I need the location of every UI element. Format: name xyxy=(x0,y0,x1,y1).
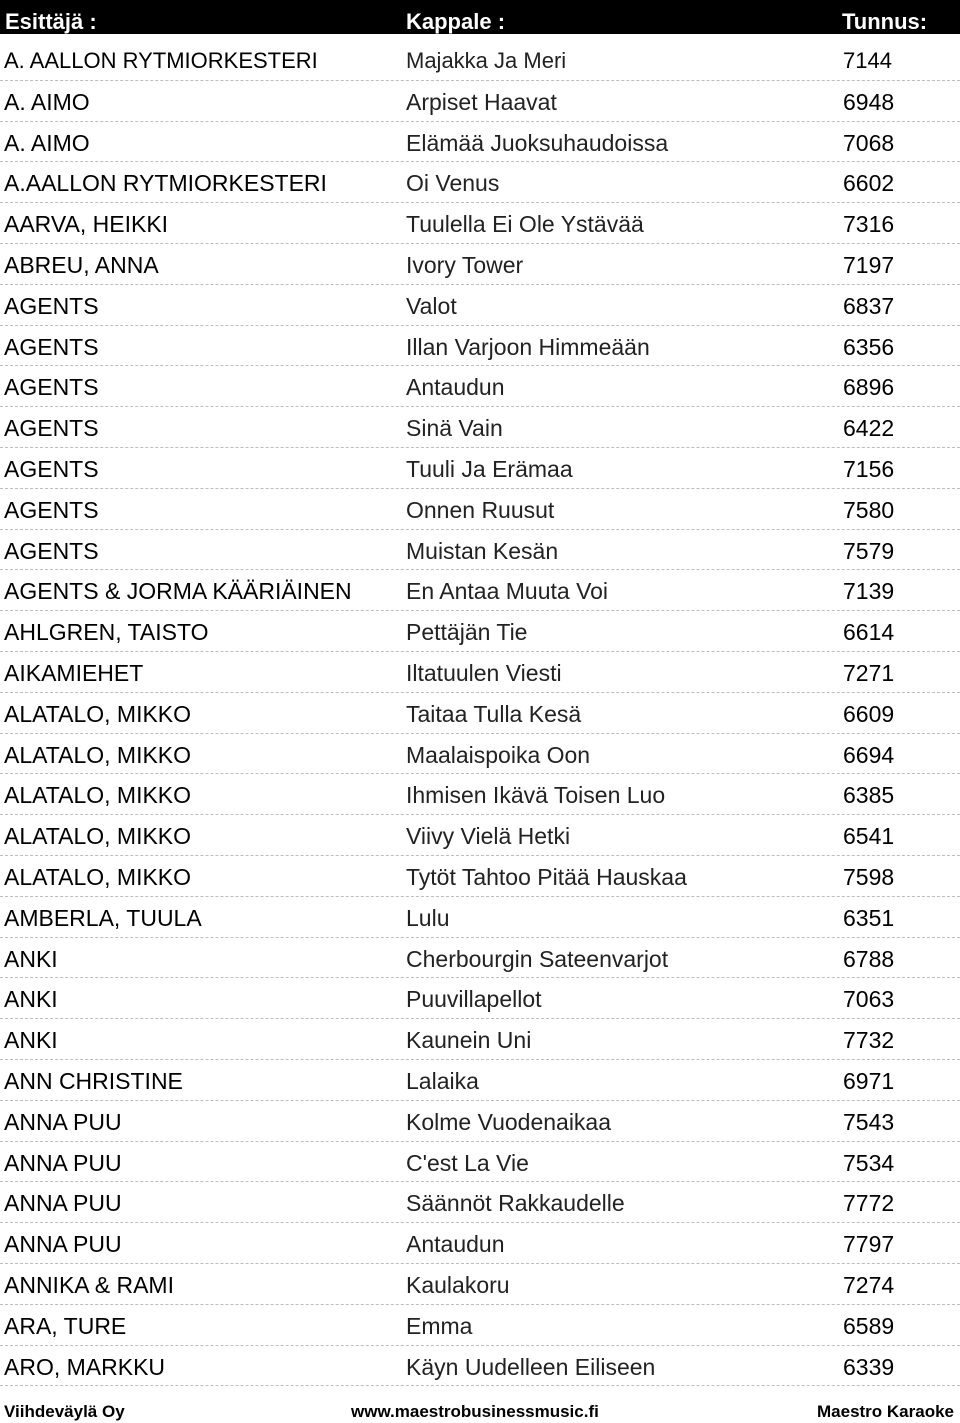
code-cell: 7772 xyxy=(843,1190,895,1217)
code-cell: 6971 xyxy=(843,1067,895,1094)
code-cell: 7579 xyxy=(843,537,895,564)
table-row xyxy=(0,1142,960,1183)
song-cell: Emma xyxy=(406,1312,473,1339)
artist-cell: AHLGREN, TAISTO xyxy=(4,619,209,646)
artist-cell: AGENTS xyxy=(4,537,99,564)
song-cell: Puuvillapellot xyxy=(406,986,542,1013)
code-cell: 6351 xyxy=(843,904,895,931)
artist-cell: A. AIMO xyxy=(4,129,90,156)
code-cell: 6614 xyxy=(843,619,895,646)
song-cell: Sinä Vain xyxy=(406,415,503,442)
song-cell: Tuuli Ja Erämaa xyxy=(406,455,573,482)
song-cell: Säännöt Rakkaudelle xyxy=(406,1190,625,1217)
artist-cell: AGENTS xyxy=(4,374,99,401)
table-row xyxy=(0,938,960,979)
song-cell: Käyn Uudelleen Eiliseen xyxy=(406,1353,656,1380)
table-row xyxy=(0,366,960,407)
table-row xyxy=(0,448,960,489)
artist-cell: AIKAMIEHET xyxy=(4,659,144,686)
table-row xyxy=(0,774,960,815)
artist-column-header: Esittäjä : xyxy=(5,9,97,34)
song-cell: Kolme Vuodenaikaa xyxy=(406,1108,612,1135)
table-row xyxy=(0,693,960,734)
table-row xyxy=(0,611,960,652)
table-row xyxy=(0,285,960,326)
song-cell: Ihmisen Ikävä Toisen Luo xyxy=(406,782,666,809)
artist-cell: ALATALO, MIKKO xyxy=(4,782,192,809)
song-cell: Majakka Ja Meri xyxy=(406,48,567,73)
code-cell: 7580 xyxy=(843,496,895,523)
code-cell: 7271 xyxy=(843,659,895,686)
artist-cell: ANKI xyxy=(4,986,58,1013)
song-cell: Lulu xyxy=(406,904,450,931)
table-row xyxy=(0,203,960,244)
song-cell: Antaudun xyxy=(406,1231,505,1258)
code-cell: 7732 xyxy=(843,1027,895,1054)
song-column-header: Kappale : xyxy=(406,9,506,34)
artist-cell: AGENTS xyxy=(4,415,99,442)
song-cell: Illan Varjoon Himmeään xyxy=(406,333,650,360)
table-row xyxy=(0,244,960,285)
code-cell: 6948 xyxy=(843,88,895,115)
song-cell: Oi Venus xyxy=(406,170,500,197)
artist-cell: ANNIKA & RAMI xyxy=(4,1271,174,1298)
table-row xyxy=(0,40,960,81)
artist-cell: ANN CHRISTINE xyxy=(4,1067,183,1094)
code-cell: 6422 xyxy=(843,415,895,442)
artist-cell: ARO, MARKKU xyxy=(4,1353,166,1380)
table-row xyxy=(0,734,960,775)
code-cell: 6602 xyxy=(843,170,895,197)
table-row xyxy=(0,162,960,203)
code-cell: 6356 xyxy=(843,333,895,360)
table-row xyxy=(0,1264,960,1305)
footer-brand: Maestro Karaoke xyxy=(817,1402,955,1421)
code-cell: 7068 xyxy=(843,129,895,156)
artist-cell: ALATALO, MIKKO xyxy=(4,700,192,727)
table-row xyxy=(0,897,960,938)
table-row xyxy=(0,570,960,611)
artist-cell: ALATALO, MIKKO xyxy=(4,863,192,890)
artist-cell: AGENTS & JORMA KÄÄRIÄINEN xyxy=(4,578,352,605)
code-cell: 7534 xyxy=(843,1149,895,1176)
code-cell: 6837 xyxy=(843,292,895,319)
table-row xyxy=(0,326,960,367)
code-cell: 7197 xyxy=(843,251,895,278)
table-row xyxy=(0,1060,960,1101)
code-cell: 7139 xyxy=(843,578,895,605)
artist-cell: ALATALO, MIKKO xyxy=(4,823,192,850)
code-cell: 7598 xyxy=(843,863,895,890)
page-footer xyxy=(0,1400,960,1423)
code-cell: 7156 xyxy=(843,455,895,482)
artist-cell: AARVA, HEIKKI xyxy=(4,211,169,238)
song-list xyxy=(0,40,960,1386)
table-row xyxy=(0,652,960,693)
song-cell: Tytöt Tahtoo Pitää Hauskaa xyxy=(406,863,687,890)
table-row xyxy=(0,1346,960,1387)
artist-cell: ANNA PUU xyxy=(4,1190,122,1217)
table-row xyxy=(0,407,960,448)
artist-cell: A. AALLON RYTMIORKESTERI xyxy=(4,48,318,73)
table-row xyxy=(0,1223,960,1264)
code-cell: 6694 xyxy=(843,741,895,768)
code-cell: 6788 xyxy=(843,945,895,972)
code-column-header: Tunnus: xyxy=(842,9,928,34)
song-cell: Kaulakoru xyxy=(406,1271,510,1298)
artist-cell: AGENTS xyxy=(4,292,99,319)
song-cell: Ivory Tower xyxy=(406,251,524,278)
artist-cell: ANNA PUU xyxy=(4,1231,122,1258)
table-row xyxy=(0,815,960,856)
song-cell: Elämää Juoksuhaudoissa xyxy=(406,129,669,156)
code-cell: 7144 xyxy=(843,48,892,73)
song-cell: C'est La Vie xyxy=(406,1149,529,1176)
artist-cell: AGENTS xyxy=(4,496,99,523)
artist-cell: ABREU, ANNA xyxy=(4,251,159,278)
footer-url: www.maestrobusinessmusic.fi xyxy=(351,1402,599,1421)
song-cell: Kaunein Uni xyxy=(406,1027,532,1054)
table-row xyxy=(0,1019,960,1060)
code-cell: 7797 xyxy=(843,1231,895,1258)
table-row xyxy=(0,1305,960,1346)
code-cell: 6541 xyxy=(843,823,895,850)
table-row xyxy=(0,489,960,530)
code-cell: 7274 xyxy=(843,1271,895,1298)
code-cell: 6385 xyxy=(843,782,895,809)
code-cell: 7063 xyxy=(843,986,895,1013)
artist-cell: ALATALO, MIKKO xyxy=(4,741,192,768)
song-cell: Viivy Vielä Hetki xyxy=(406,823,571,850)
artist-cell: AGENTS xyxy=(4,455,99,482)
song-cell: Tuulella Ei Ole Ystävää xyxy=(406,211,644,238)
table-header xyxy=(0,0,960,34)
code-cell: 6589 xyxy=(843,1312,895,1339)
song-cell: Pettäjän Tie xyxy=(406,619,528,646)
artist-cell: ANKI xyxy=(4,945,58,972)
table-row xyxy=(0,1182,960,1223)
artist-cell: ANNA PUU xyxy=(4,1149,122,1176)
artist-cell: ANKI xyxy=(4,1027,58,1054)
song-cell: En Antaa Muuta Voi xyxy=(406,578,609,605)
table-row xyxy=(0,81,960,122)
code-cell: 7543 xyxy=(843,1108,895,1135)
table-row xyxy=(0,122,960,163)
song-cell: Taitaa Tulla Kesä xyxy=(406,700,582,727)
song-cell: Cherbourgin Sateenvarjot xyxy=(406,945,669,972)
artist-cell: AGENTS xyxy=(4,333,99,360)
artist-cell: ANNA PUU xyxy=(4,1108,122,1135)
code-cell: 6896 xyxy=(843,374,895,401)
song-cell: Valot xyxy=(406,292,457,319)
song-cell: Arpiset Haavat xyxy=(406,88,557,115)
code-cell: 6339 xyxy=(843,1353,895,1380)
artist-cell: AMBERLA, TUULA xyxy=(4,904,202,931)
code-cell: 6609 xyxy=(843,700,895,727)
footer-company: Viihdeväylä Oy xyxy=(4,1402,125,1421)
table-row xyxy=(0,530,960,571)
table-row xyxy=(0,1101,960,1142)
artist-cell: A.AALLON RYTMIORKESTERI xyxy=(4,170,327,197)
artist-cell: A. AIMO xyxy=(4,88,90,115)
artist-cell: ARA, TURE xyxy=(4,1312,127,1339)
song-cell: Onnen Ruusut xyxy=(406,496,555,523)
table-row xyxy=(0,978,960,1019)
song-cell: Lalaika xyxy=(406,1067,479,1094)
code-cell: 7316 xyxy=(843,211,895,238)
song-cell: Iltatuulen Viesti xyxy=(406,659,562,686)
song-cell: Maalaispoika Oon xyxy=(406,741,591,768)
song-cell: Muistan Kesän xyxy=(406,537,559,564)
song-cell: Antaudun xyxy=(406,374,505,401)
table-row xyxy=(0,856,960,897)
